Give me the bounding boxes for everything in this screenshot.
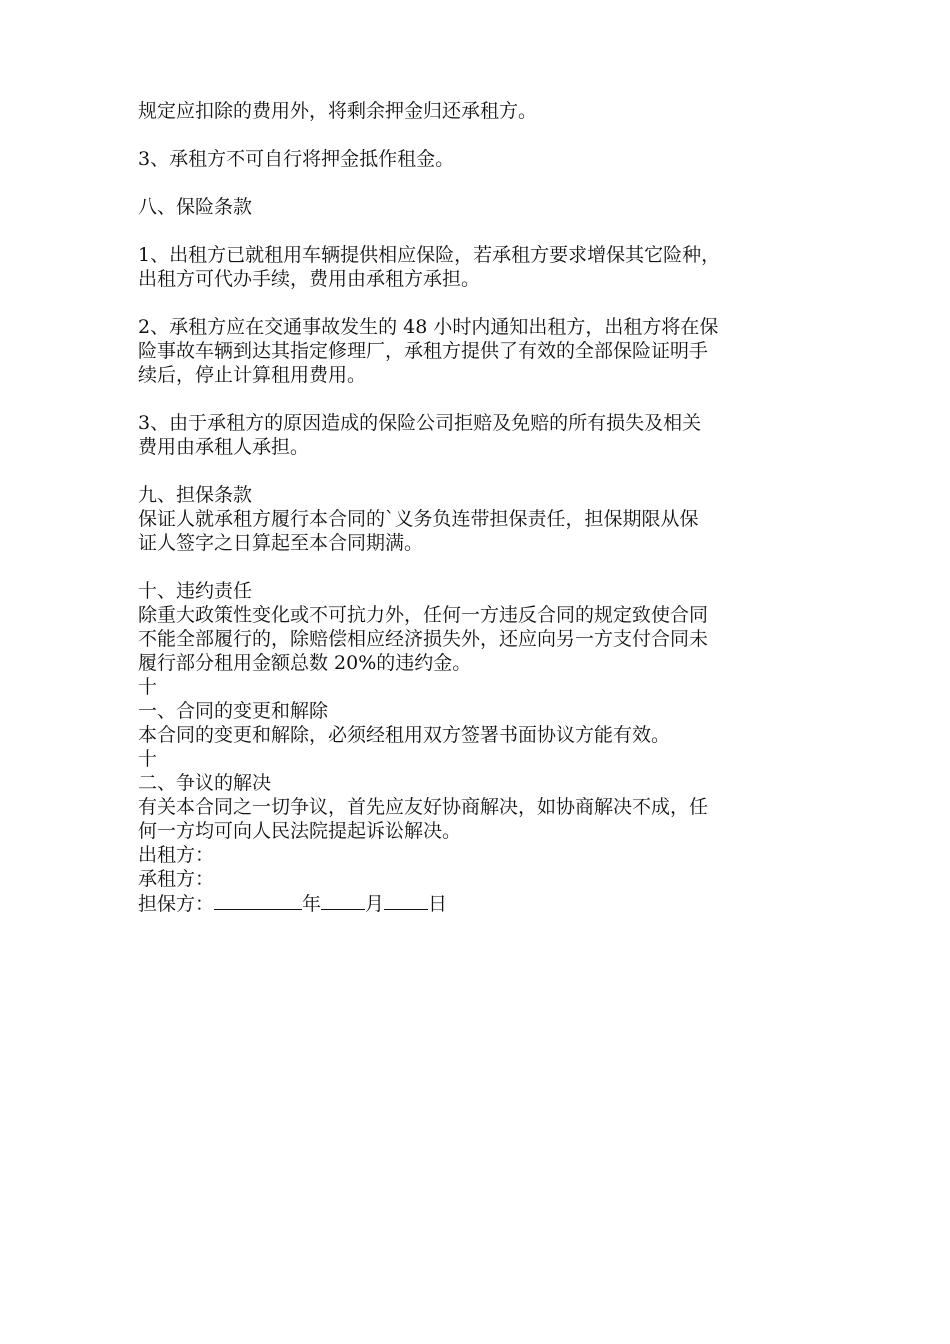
section11-body: 本合同的变更和解除，必须经租用双方签署书面协议方能有效。 xyxy=(138,724,671,746)
section8-item1-line2: 出租方可代办手续，费用由承租方承担。 xyxy=(138,268,481,290)
day-label: 日 xyxy=(428,893,448,915)
section8-heading: 八、保险条款 xyxy=(138,196,253,218)
signature-lessee: 承租方： xyxy=(138,868,215,890)
section9-body-line1: 保证人就承租方履行本合同的`义务负连带担保责任，担保期限从保 xyxy=(138,508,699,530)
paragraph-gap xyxy=(138,291,828,315)
contract-page xyxy=(138,99,828,915)
section9-heading: 九、担保条款 xyxy=(138,484,253,506)
section7-tail-line: 规定应扣除的费用外，将剩余押金归还承租方。 xyxy=(138,100,538,122)
section11-heading-part1: 十 xyxy=(138,676,158,698)
month-label: 月 xyxy=(365,893,385,915)
section8-item3-line1: 3、由于承租方的原因造成的保险公司拒赔及免赔的所有损失及相关 xyxy=(138,412,702,434)
section10-body-line3: 履行部分租用金额总数 20%的违约金。 xyxy=(138,652,472,674)
section8-item2-line2: 险事故车辆到达其指定修理厂，承租方提供了有效的全部保险证明手 xyxy=(138,340,709,362)
section12-heading-part2: 二、争议的解决 xyxy=(138,772,272,794)
section12-body-line2: 何一方均可向人民法院提起诉讼解决。 xyxy=(138,820,462,842)
paragraph-gap xyxy=(138,123,828,147)
section10-body-line1: 除重大政策性变化或不可抗力外，任何一方违反合同的规定致使合同 xyxy=(138,604,709,626)
section8-item2-line3: 续后，停止计算租用费用。 xyxy=(138,364,367,386)
signature-guarantor-row xyxy=(138,891,828,915)
section12-heading-part1: 十 xyxy=(138,748,158,770)
day-blank[interactable] xyxy=(384,891,428,910)
section9-body-line2: 证人签字之日算起至本合同期满。 xyxy=(138,532,424,554)
signature-lessor: 出租方： xyxy=(138,844,215,866)
section10-body-line2: 不能全部履行的，除赔偿相应经济损失外，还应向另一方支付合同未 xyxy=(138,628,709,650)
section7-item3: 3、承租方不可自行将押金抵作租金。 xyxy=(138,148,455,170)
year-blank[interactable] xyxy=(214,891,302,910)
section8-item2-line1: 2、承租方应在交通事故发生的 48 小时内通知出租方，出租方将在保 xyxy=(138,316,719,338)
paragraph-gap xyxy=(138,387,828,411)
section8-item1-line1: 1、出租方已就租用车辆提供相应保险，若承租方要求增保其它险种， xyxy=(138,244,721,266)
section12-body-line1: 有关本合同之一切争议，首先应友好协商解决，如协商解决不成，任 xyxy=(138,796,709,818)
paragraph-gap xyxy=(138,171,828,195)
year-label: 年 xyxy=(302,893,322,915)
section10-heading: 十、违约责任 xyxy=(138,580,253,602)
signature-guarantor-label: 担保方： xyxy=(138,893,215,915)
paragraph-gap xyxy=(138,459,828,483)
paragraph-gap xyxy=(138,219,828,243)
month-blank[interactable] xyxy=(321,891,365,910)
section11-heading-part2: 一、合同的变更和解除 xyxy=(138,700,329,722)
section8-item3-line2: 费用由承租人承担。 xyxy=(138,436,310,458)
paragraph-gap xyxy=(138,555,828,579)
